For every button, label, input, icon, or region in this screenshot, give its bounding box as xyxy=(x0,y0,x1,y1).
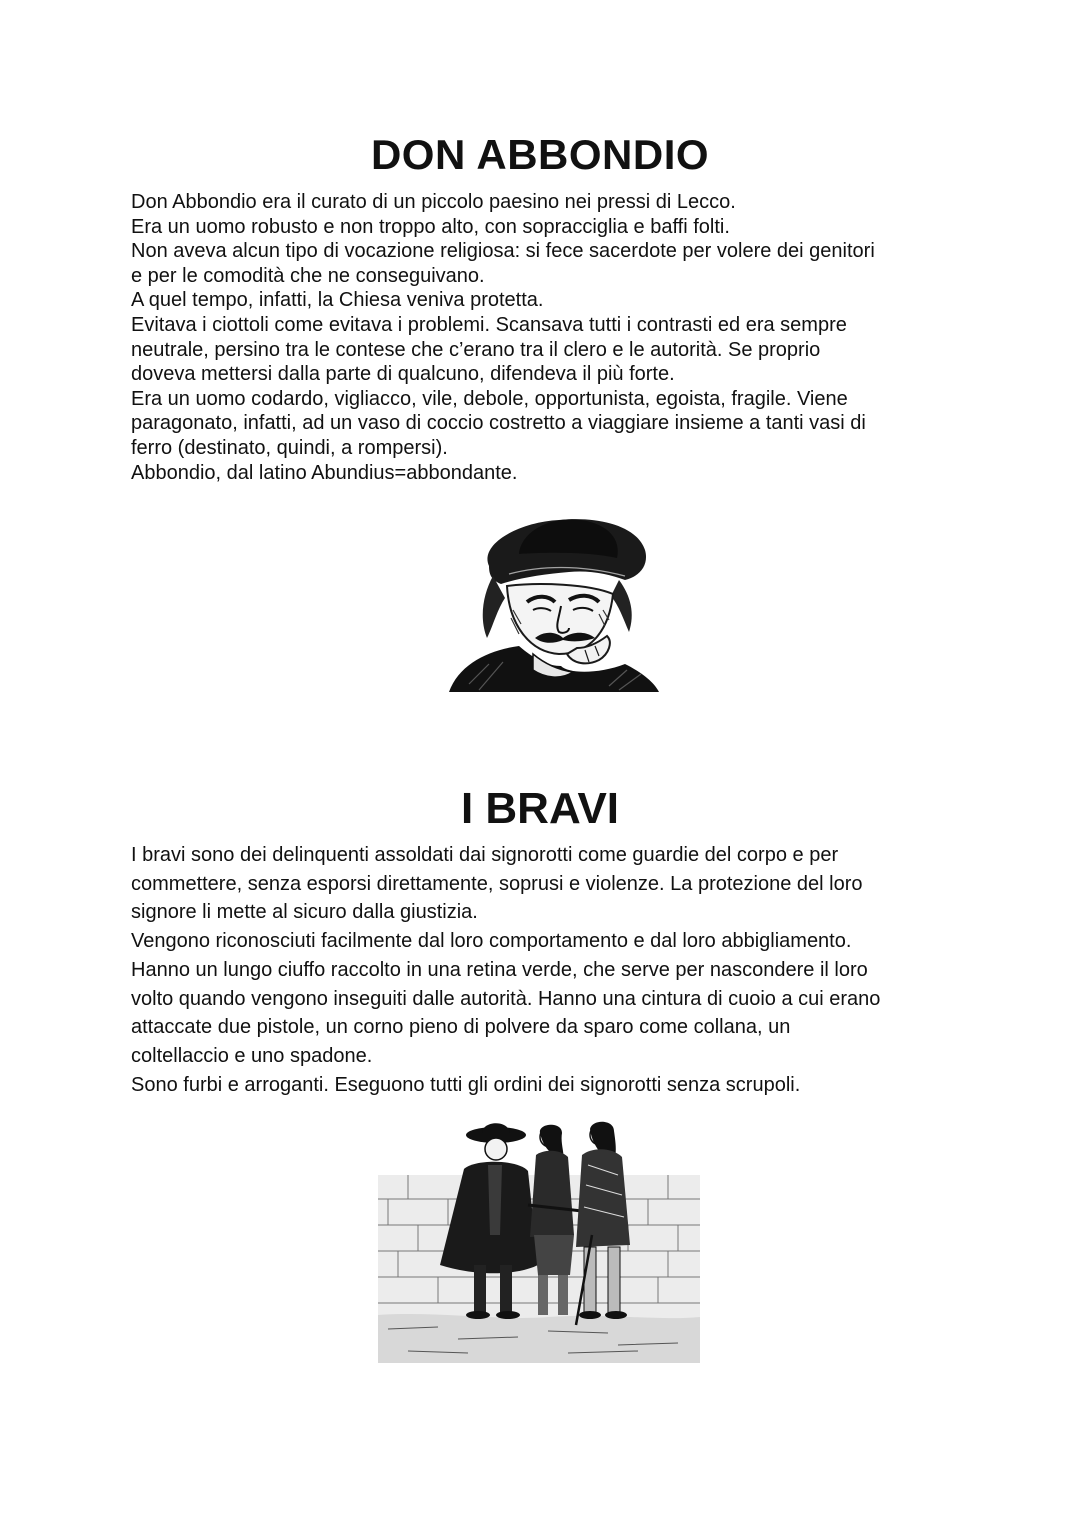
section-title-don-abbondio: DON ABBONDIO xyxy=(370,131,710,178)
body-line: I bravi sono dei delinquenti assoldati dai signorotti come guardie del corpo e per xyxy=(131,844,839,866)
body-line: Hanno un lungo ciuffo raccolto in una retina verde, che serve per nascondere il loro xyxy=(131,958,868,981)
body-line: doveva mettersi dalla parte di qualcuno, difendeva il più forte. xyxy=(131,363,675,386)
body-line: neutrale, persino tra le contese che c’erano tra il clero e le autorità. Se proprio xyxy=(131,338,821,361)
body-line: Evitava i ciottoli come evitava i problemi. Scansava tutti i contrasti ed era sempre xyxy=(131,313,847,336)
body-line: coltellaccio e uno spadone. xyxy=(131,1044,373,1067)
body-line: Era un uomo robusto e non troppo alto, con sopracciglia e baffi folti. xyxy=(131,215,730,238)
body-line: Abbondio, dal latino Abundius=abbondante. xyxy=(131,461,518,484)
don-abbondio-illustration xyxy=(449,514,659,692)
body-line: signore li mette al sicuro dalla giustizia. xyxy=(131,901,478,924)
section-body-i-bravi xyxy=(131,841,961,1099)
body-line: paragonato, infatti, ad un vaso di coccio costretto a viaggiare insieme a tanti vasi di xyxy=(131,412,866,435)
don-abbondio-engraving xyxy=(449,514,659,692)
section-title-i-bravi: I BRAVI xyxy=(460,784,620,833)
body-line: A quel tempo, infatti, la Chiesa veniva protetta. xyxy=(131,289,544,312)
body-line: Vengono riconosciuti facilmente dal loro comportamento e dal loro abbigliamento. xyxy=(131,930,852,953)
bravi-illustration xyxy=(378,1115,700,1363)
body-line: ferro (destinato, quindi, a rompersi). xyxy=(131,436,448,459)
body-line: Non aveva alcun tipo di vocazione religiosa: si fece sacerdote per volere dei genitori xyxy=(131,240,875,263)
section-body-don-abbondio xyxy=(131,190,961,485)
body-line: Sono furbi e arroganti. Eseguono tutti gli ordini dei signorotti senza scrupoli. xyxy=(131,1073,801,1096)
body-line: volto quando vengono inseguiti dalle autorità. Hanno una cintura di cuoio a cui erano xyxy=(131,987,881,1010)
body-line: e per le comodità che ne conseguivano. xyxy=(131,264,485,287)
body-line: commettere, senza esporsi direttamente, soprusi e violenze. La protezione del loro xyxy=(131,872,863,895)
body-line: attaccate due pistole, un corno pieno di polvere da sparo come collana, un xyxy=(131,1016,791,1039)
body-line: Don Abbondio era il curato di un piccolo paesino nei pressi di Lecco. xyxy=(131,191,736,213)
body-line: Era un uomo codardo, vigliacco, vile, debole, opportunista, egoista, fragile. Viene xyxy=(131,387,848,410)
bravi-engraving xyxy=(378,1115,700,1363)
